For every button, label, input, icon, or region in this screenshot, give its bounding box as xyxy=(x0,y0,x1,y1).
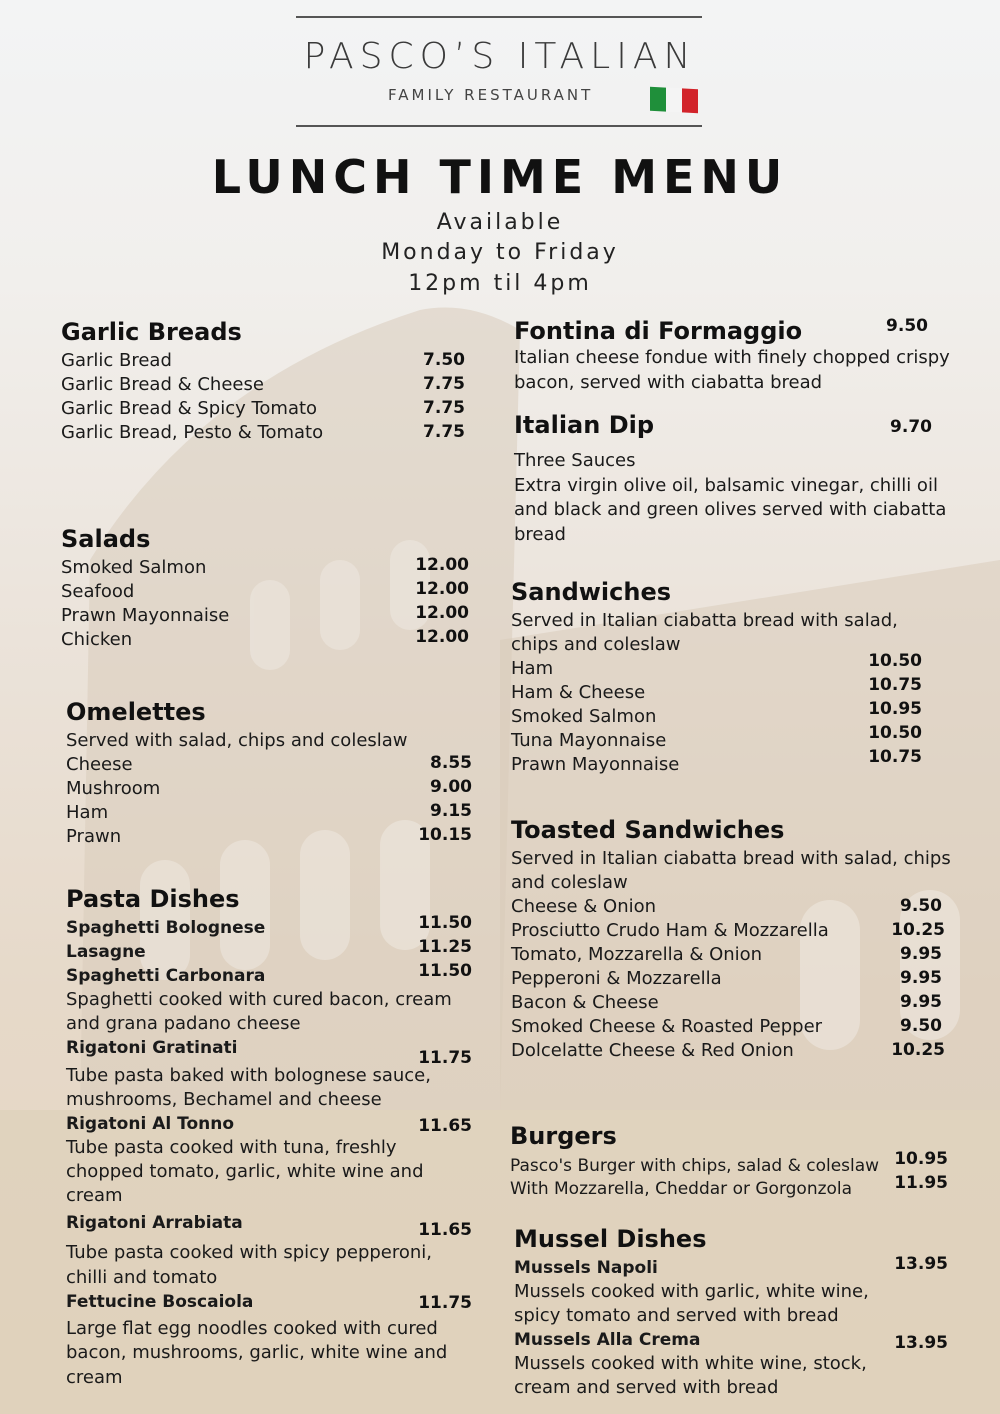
menu-item: Pepperoni & Mozzarella xyxy=(511,968,722,989)
menu-price: 10.75 xyxy=(868,675,922,695)
section-heading: Omelettes xyxy=(66,698,206,726)
menu-item: Garlic Bread & Cheese xyxy=(61,374,264,395)
menu-price: 11.50 xyxy=(418,961,472,981)
menu-item: Rigatoni Arrabiata xyxy=(66,1213,243,1233)
menu-description: Tube pasta cooked with tuna, freshly xyxy=(66,1137,397,1158)
menu-item: Tuna Mayonnaise xyxy=(511,730,667,751)
section-heading: Toasted Sandwiches xyxy=(511,816,785,844)
menu-description: spicy tomato and served with bread xyxy=(514,1305,839,1326)
section-heading: Salads xyxy=(61,525,151,553)
menu-item: Mussels Alla Crema xyxy=(514,1330,701,1350)
section-heading: Sandwiches xyxy=(511,578,672,606)
availability-days: Monday to Friday xyxy=(381,240,619,265)
section-heading: Mussel Dishes xyxy=(514,1225,707,1253)
menu-description: and black and green olives served with ciabatta xyxy=(514,499,947,520)
menu-price: 10.95 xyxy=(868,699,922,719)
menu-item: Ham xyxy=(511,658,554,679)
menu-price: 13.95 xyxy=(894,1254,948,1274)
menu-price: 9.50 xyxy=(900,896,942,916)
menu-price: 9.95 xyxy=(900,992,942,1012)
menu-description: Tube pasta baked with bolognese sauce, xyxy=(66,1065,431,1086)
menu-title: LUNCH TIME MENU xyxy=(211,150,789,204)
menu-item: Garlic Bread, Pesto & Tomato xyxy=(61,422,324,443)
menu-item: Prawn Mayonnaise xyxy=(511,754,680,775)
availability-hours: 12pm til 4pm xyxy=(408,271,592,296)
menu-description: Spaghetti cooked with cured bacon, cream xyxy=(66,989,452,1010)
menu-price: 11.65 xyxy=(418,1116,472,1136)
section-heading: Garlic Breads xyxy=(61,318,242,346)
menu-item: Bacon & Cheese xyxy=(511,992,659,1013)
menu-description: bread xyxy=(514,524,566,545)
menu-description: Extra virgin olive oil, balsamic vinegar, chilli oil xyxy=(514,475,938,496)
menu-price: 9.15 xyxy=(430,801,472,821)
menu-description: Mussels cooked with garlic, white wine, xyxy=(514,1281,869,1302)
menu-item: Ham & Cheese xyxy=(511,682,646,703)
menu-item: Chicken xyxy=(61,629,133,650)
menu-item: Rigatoni Gratinati xyxy=(66,1038,238,1058)
menu-description: mushrooms, Bechamel and cheese xyxy=(66,1089,382,1110)
menu-price: 11.75 xyxy=(418,1293,472,1313)
menu-price: 9.50 xyxy=(886,316,928,336)
menu-price: 9.70 xyxy=(890,417,932,437)
menu-item: Smoked Salmon xyxy=(511,706,657,727)
menu-description: and grana padano cheese xyxy=(66,1013,301,1034)
section-subtitle: and coleslaw xyxy=(511,872,628,893)
menu-description: Tube pasta cooked with spicy pepperoni, xyxy=(66,1242,433,1263)
menu-price: 11.65 xyxy=(418,1220,472,1240)
menu-description: cream and served with bread xyxy=(514,1377,779,1398)
menu-item: Cheese & Onion xyxy=(511,896,657,917)
section-subtitle: Served with salad, chips and coleslaw xyxy=(66,730,408,751)
menu-item: Rigatoni Al Tonno xyxy=(66,1114,235,1134)
menu-price: 10.50 xyxy=(868,651,922,671)
menu-item: Fettucine Boscaiola xyxy=(66,1292,254,1312)
menu-item: Spaghetti Bolognese xyxy=(66,918,266,938)
menu-price: 9.95 xyxy=(900,968,942,988)
menu-item: Prosciutto Crudo Ham & Mozzarella xyxy=(511,920,829,941)
menu-price: 12.00 xyxy=(415,579,469,599)
menu-item: Cheese xyxy=(66,754,133,775)
menu-price: 7.75 xyxy=(423,374,465,394)
section-subtitle: Served in Italian ciabatta bread with salad, xyxy=(511,610,898,631)
menu-price: 10.75 xyxy=(868,747,922,767)
menu-description: Mussels cooked with white wine, stock, xyxy=(514,1353,867,1374)
menu-price: 11.50 xyxy=(418,913,472,933)
menu-price: 9.00 xyxy=(430,777,472,797)
menu-description: Large flat egg noodles cooked with cured xyxy=(66,1318,438,1339)
menu-description: Three Sauces xyxy=(514,450,636,471)
menu-price: 7.50 xyxy=(423,350,465,370)
menu-price: 8.55 xyxy=(430,753,472,773)
menu-price: 10.50 xyxy=(868,723,922,743)
section-heading: Fontina di Formaggio xyxy=(514,317,803,345)
restaurant-name: PASCO’S ITALIAN xyxy=(303,36,697,77)
menu-price: 11.95 xyxy=(894,1173,948,1193)
section-subtitle: Served in Italian ciabatta bread with salad, chips xyxy=(511,848,951,869)
menu-price: 7.75 xyxy=(423,422,465,442)
menu-price: 7.75 xyxy=(423,398,465,418)
menu-item: Tomato, Mozzarella & Onion xyxy=(511,944,763,965)
menu-item: Spaghetti Carbonara xyxy=(66,966,266,986)
menu-price: 9.50 xyxy=(900,1016,942,1036)
menu-price: 13.95 xyxy=(894,1333,948,1353)
section-subtitle: chips and coleslaw xyxy=(511,634,681,655)
menu-item: Prawn xyxy=(66,826,122,847)
menu-item: Lasagne xyxy=(66,942,146,962)
menu-description: chopped tomato, garlic, white wine and xyxy=(66,1161,424,1182)
menu-description: bacon, served with ciabatta bread xyxy=(514,372,823,393)
menu-description: cream xyxy=(66,1185,123,1206)
menu-price: 12.00 xyxy=(415,627,469,647)
menu-item: Smoked Salmon xyxy=(61,557,207,578)
logo-top-rule xyxy=(296,16,702,18)
menu-price: 12.00 xyxy=(415,603,469,623)
menu-item: Dolcelatte Cheese & Red Onion xyxy=(511,1040,794,1061)
menu-description: chilli and tomato xyxy=(66,1267,218,1288)
menu-item: Garlic Bread & Spicy Tomato xyxy=(61,398,318,419)
menu-item: Prawn Mayonnaise xyxy=(61,605,230,626)
menu-price: 12.00 xyxy=(415,555,469,575)
menu-item: Garlic Bread xyxy=(61,350,172,371)
menu-item: Ham xyxy=(66,802,109,823)
menu-price: 11.75 xyxy=(418,1048,472,1068)
menu-item: Mushroom xyxy=(66,778,161,799)
menu-price: 11.25 xyxy=(418,937,472,957)
section-heading: Burgers xyxy=(510,1122,617,1150)
logo-bottom-rule xyxy=(296,125,702,127)
menu-item: Seafood xyxy=(61,581,135,602)
menu-price: 10.25 xyxy=(891,1040,945,1060)
section-heading: Italian Dip xyxy=(514,411,655,439)
menu-price: 10.25 xyxy=(891,920,945,940)
restaurant-tagline: FAMILY RESTAURANT xyxy=(388,86,594,104)
menu-item: With Mozzarella, Cheddar or Gorgonzola xyxy=(510,1179,853,1199)
menu-description: Italian cheese fondue with finely chopped crispy xyxy=(514,347,950,368)
menu-item: Smoked Cheese & Roasted Pepper xyxy=(511,1016,823,1037)
availability-label: Available xyxy=(436,210,564,235)
menu-price: 9.95 xyxy=(900,944,942,964)
menu-price: 10.95 xyxy=(894,1149,948,1169)
menu-description: cream xyxy=(66,1367,123,1388)
menu-item: Mussels Napoli xyxy=(514,1258,658,1278)
section-heading: Pasta Dishes xyxy=(66,885,240,913)
menu-item: Pasco's Burger with chips, salad & coleslaw xyxy=(510,1156,880,1176)
italian-flag-icon xyxy=(650,87,698,114)
menu-price: 10.15 xyxy=(418,825,472,845)
menu-description: bacon, mushrooms, garlic, white wine and xyxy=(66,1342,448,1363)
